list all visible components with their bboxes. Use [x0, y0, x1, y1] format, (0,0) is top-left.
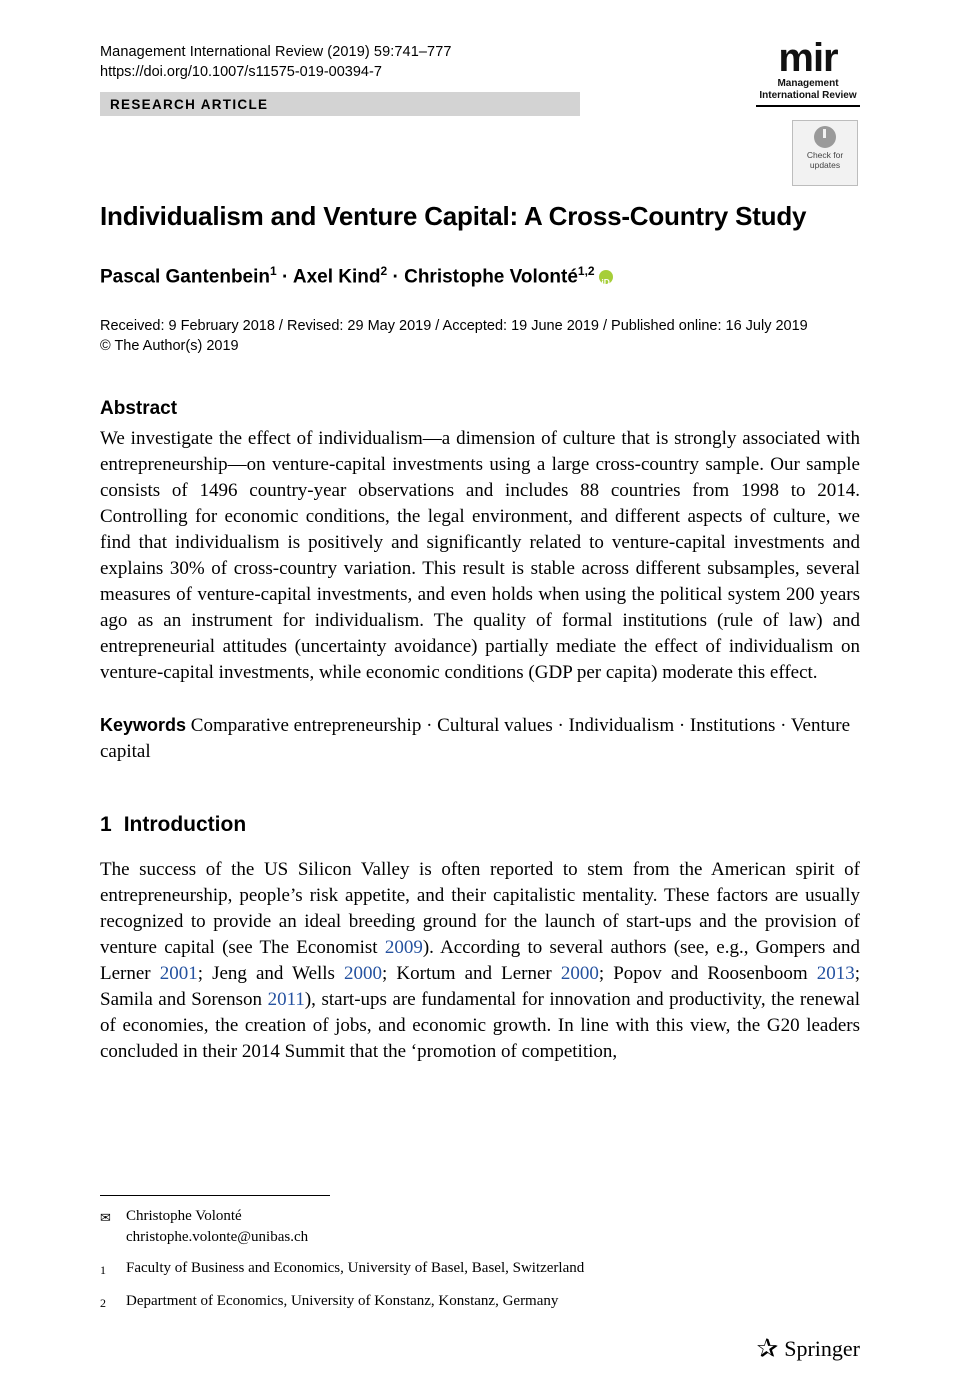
- copyright-line: © The Author(s) 2019: [100, 338, 239, 355]
- intro-text-part-7: ), start-ups are fundamental for innovation and productivity, the renewal of economies, the creation of jobs, and economic growth. In line with this view, the G20 leaders concluded in their 2014 Summit that the ‘promotion of competition,: [100, 989, 860, 1063]
- citation-link-3[interactable]: 2000: [344, 963, 383, 985]
- affiliation-text-2: Department of Economics, University of Konstanz, Konstanz, Germany: [126, 1293, 559, 1309]
- page-title: Individualism and Venture Capital: A Cross-Country Study: [100, 201, 807, 231]
- citation-link-2[interactable]: 2001: [159, 963, 198, 985]
- author-affiliation-marker-2: 2: [380, 264, 388, 278]
- doi-link[interactable]: https://doi.org/10.1007/s11575-019-00394-7: [100, 64, 382, 80]
- journal-citation: Management International Review (2019) 59:741–777: [100, 44, 452, 60]
- citation-link-1[interactable]: 2009: [384, 937, 423, 959]
- keywords-text: Comparative entrepreneurship · Cultural values · Individualism · Institutions · Venture capital: [100, 715, 851, 763]
- affiliation-marker-2: 2: [100, 1296, 106, 1310]
- affiliation-1: [100, 1258, 860, 1281]
- author-list: [100, 258, 860, 290]
- section-title: Introduction: [123, 813, 247, 837]
- citation-link-6[interactable]: 2011: [267, 989, 305, 1011]
- keywords-block: [100, 712, 860, 765]
- footnote-divider: [100, 1195, 330, 1196]
- article-type-banner: [100, 92, 580, 116]
- envelope-icon: ✉: [100, 1210, 111, 1225]
- publisher-logo: [756, 1336, 860, 1362]
- journal-logo-line1: Management: [777, 78, 839, 89]
- intro-text-part-4: ; Kortum and Lerner: [382, 963, 561, 985]
- corresponding-author-name: Christophe Volonté: [126, 1208, 242, 1224]
- author-affiliation-marker-1: 1: [270, 264, 277, 278]
- affiliation-text-1: Faculty of Business and Economics, University of Basel, Basel, Switzerland: [126, 1260, 585, 1276]
- author-affiliation-marker-3: 1,2: [577, 264, 595, 278]
- author-name-2: Axel Kind: [292, 266, 381, 288]
- check-for-updates-badge[interactable]: [792, 120, 858, 186]
- check-for-updates-line1: Check for: [806, 150, 844, 160]
- journal-logo: [756, 38, 860, 107]
- intro-text-part-3: ; Jeng and Wells: [197, 963, 345, 985]
- intro-text-part-5: ; Popov and Roosenboom: [598, 963, 817, 985]
- author-name-3: Christophe Volonté: [404, 266, 578, 288]
- publisher-name: Springer: [784, 1336, 860, 1361]
- journal-logo-line2: International Review: [759, 90, 857, 101]
- corresponding-author: [100, 1206, 860, 1248]
- page-header: [100, 36, 860, 170]
- publication-dates: Received: 9 February 2018 / Revised: 29 May 2019 / Accepted: 19 June 2019 / Published online: 16 July 2019: [100, 318, 808, 335]
- keywords-label: Keywords: [100, 715, 187, 736]
- footnote-block: [100, 1195, 860, 1314]
- citation-link-5[interactable]: 2013: [816, 963, 855, 985]
- abstract-heading: Abstract: [100, 398, 178, 420]
- affiliation-marker-1: 1: [100, 1263, 106, 1277]
- abstract-text: We investigate the effect of individualism—a dimension of culture that is strongly associated with entrepreneurship—on venture-capital investments using a large cross-country sample. Our sample consists of 1496 country-year observations and includes 88 countries from 1998 to 2014. Controlling for economic conditions, the legal environment, and different aspects of culture, we find that individualism is positively and significantly related to venture-capital investments and explains 30% of cross-country variation. This result is stable across different subsamples, several measures of venture-capital investments, and even holds when using the political system 200 years ago as an instrument for individualism. The quality of formal institutions (rule of law) and entrepreneurial attitudes (uncertainty avoidance) partially mediate the effect of individualism on venture-capital investments, while economic conditions (GDP per capita) moderate this effect.: [100, 428, 860, 684]
- section-heading: [100, 813, 860, 837]
- intro-text-part-2: ). According to several authors (see, e.g., Gompers and Lerner: [100, 937, 860, 985]
- author-separator-2: ·: [387, 266, 405, 288]
- author-name-1: Pascal Gantenbein: [100, 266, 271, 288]
- orcid-icon[interactable]: [599, 270, 613, 284]
- affiliation-2: [100, 1291, 860, 1314]
- corresponding-author-email[interactable]: christophe.volonte@unibas.ch: [126, 1229, 309, 1245]
- springer-mark-icon: ✰: [756, 1334, 779, 1363]
- intro-text-part-6: ; Samila and Sorenson: [100, 963, 860, 1011]
- article-type-label: RESEARCH ARTICLE: [110, 96, 269, 112]
- citation-link-4[interactable]: 2000: [560, 963, 599, 985]
- refresh-icon: [814, 126, 836, 148]
- check-for-updates-line2: updates: [809, 160, 841, 170]
- intro-text-part-1: The success of the US Silicon Valley is often reported to stem from the American spirit of entrepreneurship, people’s risk appetite, and their capitalistic mentality. These factors are usually recognized to provide an ideal breeding ground for the launch of start-ups and the provision of venture capital (see The Economist: [100, 859, 860, 959]
- section-number: 1: [100, 813, 112, 837]
- intro-paragraph: [100, 857, 860, 1065]
- journal-logo-wordmark: mir: [778, 36, 838, 80]
- author-separator-1: ·: [276, 266, 293, 288]
